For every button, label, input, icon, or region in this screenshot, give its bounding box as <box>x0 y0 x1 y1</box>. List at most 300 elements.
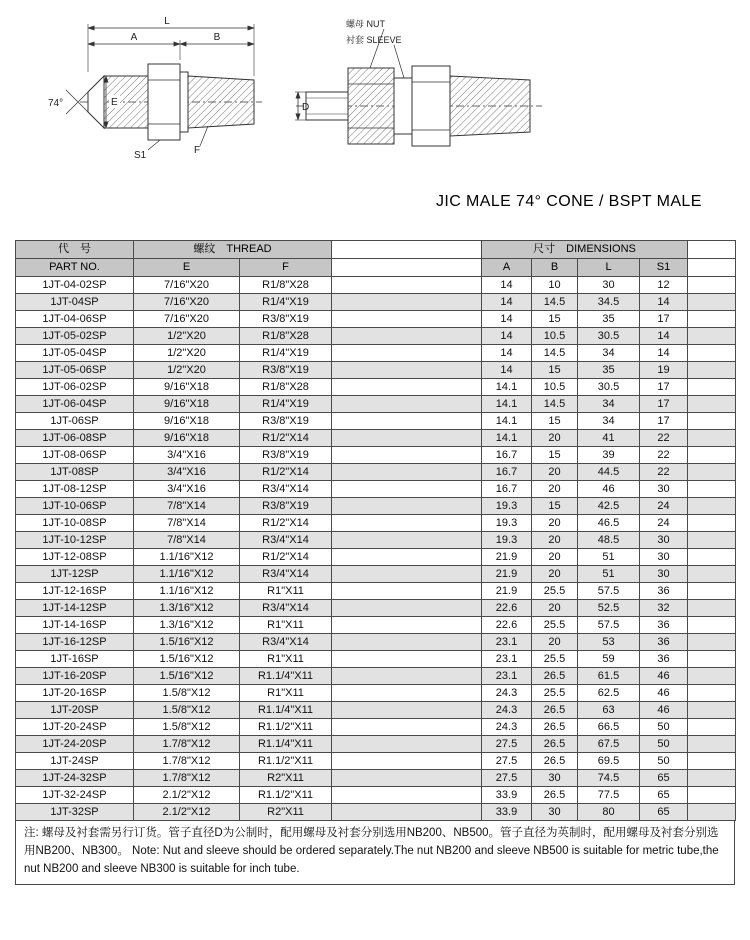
dim-s1-cell: 22 <box>640 430 688 447</box>
blank-cell <box>688 549 736 566</box>
thread-e-cell: 1.5/16"X12 <box>134 651 240 668</box>
dim-l-cell: 77.5 <box>578 787 640 804</box>
dim-b-cell: 20 <box>532 464 578 481</box>
blank-cell <box>332 549 482 566</box>
dim-b-cell: 26.5 <box>532 787 578 804</box>
dim-b-cell: 20 <box>532 600 578 617</box>
dim-s1-cell: 46 <box>640 702 688 719</box>
dim-a-cell: 14.1 <box>482 430 532 447</box>
angle-label-74: 74° <box>48 98 64 109</box>
dim-s1-cell: 65 <box>640 787 688 804</box>
part-no-cell: 1JT-06SP <box>16 413 134 430</box>
blank-cell <box>688 583 736 600</box>
fitting-body-right <box>295 29 542 146</box>
dim-l-cell: 57.5 <box>578 617 640 634</box>
dim-b-cell: 30 <box>532 770 578 787</box>
dim-a-cell: 16.7 <box>482 447 532 464</box>
dim-b-cell: 10.5 <box>532 328 578 345</box>
blank-cell <box>688 277 736 294</box>
thread-e-cell: 7/16"X20 <box>134 294 240 311</box>
footnote-en: Note: Nut and sleeve should be ordered separately.The nut NB200 and sleeve NB500 is suitable for metric tube,the nut NB200 and sleeve NB300 is suitable for inch tube. <box>24 844 719 875</box>
table-row <box>16 447 736 464</box>
part-no-cell: 1JT-12-08SP <box>16 549 134 566</box>
part-no-cell: 1JT-04-06SP <box>16 311 134 328</box>
thread-e-cell: 1/2"X20 <box>134 345 240 362</box>
thread-f-cell: R1/8"X28 <box>240 328 332 345</box>
thread-e-cell: 1.5/16"X12 <box>134 668 240 685</box>
dim-b-cell: 14.5 <box>532 345 578 362</box>
dim-b-cell: 15 <box>532 311 578 328</box>
part-no-cell: 1JT-16SP <box>16 651 134 668</box>
dim-l-cell: 57.5 <box>578 583 640 600</box>
blank-cell <box>688 617 736 634</box>
table-row <box>16 753 736 770</box>
thread-e-cell: 1.7/8"X12 <box>134 736 240 753</box>
blank-cell <box>332 498 482 515</box>
blank-cell <box>332 277 482 294</box>
table-body <box>16 277 736 821</box>
header-col-a: A <box>482 259 532 277</box>
blank-cell <box>332 719 482 736</box>
part-no-cell: 1JT-10-08SP <box>16 515 134 532</box>
dim-a-cell: 21.9 <box>482 583 532 600</box>
blank-cell <box>332 634 482 651</box>
table-row <box>16 481 736 498</box>
part-no-cell: 1JT-24-20SP <box>16 736 134 753</box>
thread-e-cell: 1.3/16"X12 <box>134 600 240 617</box>
dim-a-cell: 27.5 <box>482 753 532 770</box>
thread-f-cell: R3/4"X14 <box>240 481 332 498</box>
dim-a-cell: 14 <box>482 328 532 345</box>
table-row <box>16 804 736 821</box>
dim-l-cell: 59 <box>578 651 640 668</box>
dim-l-cell: 30.5 <box>578 328 640 345</box>
blank-cell <box>332 447 482 464</box>
dim-a-cell: 19.3 <box>482 532 532 549</box>
thread-f-cell: R3/8"X19 <box>240 447 332 464</box>
dim-b-cell: 26.5 <box>532 753 578 770</box>
dim-s1-cell: 24 <box>640 498 688 515</box>
dim-l-cell: 35 <box>578 311 640 328</box>
dim-s1-cell: 14 <box>640 345 688 362</box>
blank-cell <box>688 668 736 685</box>
table-header-row-cn <box>16 241 736 259</box>
thread-e-cell: 7/8"X14 <box>134 515 240 532</box>
table-row <box>16 685 736 702</box>
table-row <box>16 396 736 413</box>
dim-s1-cell: 36 <box>640 617 688 634</box>
part-no-cell: 1JT-14-12SP <box>16 600 134 617</box>
dim-s1-cell: 46 <box>640 685 688 702</box>
dim-b-cell: 20 <box>532 566 578 583</box>
dim-a-cell: 19.3 <box>482 498 532 515</box>
table-row <box>16 787 736 804</box>
dim-l-cell: 51 <box>578 549 640 566</box>
thread-f-cell: R1.1/4"X11 <box>240 736 332 753</box>
part-no-cell: 1JT-20-16SP <box>16 685 134 702</box>
table-row <box>16 583 736 600</box>
part-no-cell: 1JT-10-12SP <box>16 532 134 549</box>
thread-e-cell: 1.1/16"X12 <box>134 566 240 583</box>
table-row <box>16 702 736 719</box>
header-thread: 螺纹 THREAD <box>134 241 332 259</box>
dim-a-cell: 33.9 <box>482 804 532 821</box>
dim-s1-cell: 50 <box>640 719 688 736</box>
blank-cell <box>688 464 736 481</box>
dim-l-cell: 34 <box>578 413 640 430</box>
part-no-cell: 1JT-08-12SP <box>16 481 134 498</box>
table-row <box>16 277 736 294</box>
dim-l-cell: 53 <box>578 634 640 651</box>
thread-f-cell: R1"X11 <box>240 617 332 634</box>
part-no-cell: 1JT-06-04SP <box>16 396 134 413</box>
dim-l-cell: 46 <box>578 481 640 498</box>
thread-e-cell: 1.7/8"X12 <box>134 753 240 770</box>
table-row <box>16 736 736 753</box>
table-row <box>16 498 736 515</box>
blank-cell <box>688 447 736 464</box>
dim-s1-cell: 50 <box>640 736 688 753</box>
dim-b-cell: 26.5 <box>532 668 578 685</box>
table-row <box>16 549 736 566</box>
dim-s1-cell: 46 <box>640 668 688 685</box>
blank-cell <box>688 481 736 498</box>
dim-l-cell: 42.5 <box>578 498 640 515</box>
table-row <box>16 345 736 362</box>
dim-s1-cell: 36 <box>640 651 688 668</box>
dim-b-cell: 26.5 <box>532 702 578 719</box>
blank-cell <box>332 294 482 311</box>
table-row <box>16 651 736 668</box>
blank-cell <box>688 532 736 549</box>
table-row <box>16 413 736 430</box>
blank-cell <box>688 804 736 821</box>
dim-a-cell: 14 <box>482 362 532 379</box>
dim-b-cell: 20 <box>532 549 578 566</box>
thread-f-cell: R1/2"X14 <box>240 515 332 532</box>
nut-label: 螺母 NUT <box>346 19 385 29</box>
dim-a-cell: 14.1 <box>482 413 532 430</box>
blank-cell <box>332 753 482 770</box>
blank-cell <box>332 311 482 328</box>
part-no-cell: 1JT-16-12SP <box>16 634 134 651</box>
dim-label-S1: S1 <box>134 150 147 161</box>
dim-b-cell: 20 <box>532 634 578 651</box>
thread-e-cell: 3/4"X16 <box>134 447 240 464</box>
page-title: JIC MALE 74° CONE / BSPT MALE <box>436 193 702 210</box>
blank-cell <box>688 515 736 532</box>
dim-label-L: L <box>164 16 170 27</box>
blank-cell <box>688 413 736 430</box>
blank-cell <box>332 515 482 532</box>
thread-e-cell: 7/16"X20 <box>134 311 240 328</box>
thread-e-cell: 2.1/2"X12 <box>134 804 240 821</box>
thread-f-cell: R1/4"X19 <box>240 294 332 311</box>
blank-cell <box>688 294 736 311</box>
blank-cell <box>688 430 736 447</box>
table-row <box>16 532 736 549</box>
blank-cell <box>688 498 736 515</box>
dim-b-cell: 14.5 <box>532 396 578 413</box>
fitting-drawing-right <box>288 14 550 164</box>
blank-cell <box>688 736 736 753</box>
part-no-cell: 1JT-20SP <box>16 702 134 719</box>
thread-f-cell: R1/4"X19 <box>240 345 332 362</box>
dim-label-E: E <box>111 97 118 108</box>
thread-e-cell: 1.1/16"X12 <box>134 549 240 566</box>
dim-l-cell: 67.5 <box>578 736 640 753</box>
dim-l-cell: 51 <box>578 566 640 583</box>
header-blank-cell <box>688 241 736 259</box>
thread-f-cell: R3/4"X14 <box>240 634 332 651</box>
blank-cell <box>332 566 482 583</box>
table-row <box>16 311 736 328</box>
part-no-cell: 1JT-10-06SP <box>16 498 134 515</box>
thread-f-cell: R2"X11 <box>240 770 332 787</box>
fitting-body-left <box>66 24 262 150</box>
thread-f-cell: R1.1/4"X11 <box>240 668 332 685</box>
dim-l-cell: 30 <box>578 277 640 294</box>
dim-a-cell: 16.7 <box>482 464 532 481</box>
part-no-cell: 1JT-08SP <box>16 464 134 481</box>
dim-s1-cell: 12 <box>640 277 688 294</box>
dim-s1-cell: 17 <box>640 311 688 328</box>
dim-a-cell: 33.9 <box>482 787 532 804</box>
dim-s1-cell: 17 <box>640 396 688 413</box>
thread-f-cell: R3/8"X19 <box>240 311 332 328</box>
thread-e-cell: 1.7/8"X12 <box>134 770 240 787</box>
dim-b-cell: 25.5 <box>532 651 578 668</box>
dim-b-cell: 30 <box>532 804 578 821</box>
dim-l-cell: 46.5 <box>578 515 640 532</box>
header-dimensions: 尺寸 DIMENSIONS <box>482 241 688 259</box>
blank-cell <box>332 804 482 821</box>
part-no-cell: 1JT-12-16SP <box>16 583 134 600</box>
dim-b-cell: 10.5 <box>532 379 578 396</box>
blank-cell <box>688 600 736 617</box>
table-section <box>15 240 735 885</box>
thread-e-cell: 9/16"X18 <box>134 430 240 447</box>
dim-l-cell: 34.5 <box>578 294 640 311</box>
thread-f-cell: R1/2"X14 <box>240 549 332 566</box>
blank-cell <box>332 770 482 787</box>
dim-a-cell: 14.1 <box>482 379 532 396</box>
thread-f-cell: R3/8"X19 <box>240 498 332 515</box>
table-row <box>16 464 736 481</box>
table-row <box>16 515 736 532</box>
blank-cell <box>688 719 736 736</box>
spec-table <box>15 240 736 821</box>
dim-label-D: D <box>302 102 310 113</box>
blank-cell <box>688 396 736 413</box>
dim-a-cell: 23.1 <box>482 668 532 685</box>
dim-b-cell: 15 <box>532 447 578 464</box>
dim-s1-cell: 30 <box>640 566 688 583</box>
dim-a-cell: 24.3 <box>482 719 532 736</box>
dim-a-cell: 14 <box>482 311 532 328</box>
thread-f-cell: R1/8"X28 <box>240 379 332 396</box>
thread-e-cell: 3/4"X16 <box>134 481 240 498</box>
thread-e-cell: 1.5/16"X12 <box>134 634 240 651</box>
header-col-b: B <box>532 259 578 277</box>
thread-e-cell: 9/16"X18 <box>134 396 240 413</box>
thread-e-cell: 1.3/16"X12 <box>134 617 240 634</box>
table-row <box>16 328 736 345</box>
blank-cell <box>332 396 482 413</box>
part-no-cell: 1JT-06-08SP <box>16 430 134 447</box>
thread-f-cell: R1.1/2"X11 <box>240 719 332 736</box>
dim-l-cell: 62.5 <box>578 685 640 702</box>
dim-l-cell: 74.5 <box>578 770 640 787</box>
dim-a-cell: 16.7 <box>482 481 532 498</box>
dim-b-cell: 25.5 <box>532 685 578 702</box>
blank-cell <box>332 532 482 549</box>
table-row <box>16 362 736 379</box>
header-blank-cell <box>332 241 482 259</box>
dim-b-cell: 25.5 <box>532 617 578 634</box>
dim-b-cell: 26.5 <box>532 719 578 736</box>
thread-f-cell: R3/4"X14 <box>240 532 332 549</box>
blank-cell <box>332 736 482 753</box>
thread-e-cell: 2.1/2"X12 <box>134 787 240 804</box>
table-row <box>16 617 736 634</box>
dim-a-cell: 21.9 <box>482 549 532 566</box>
blank-cell <box>688 753 736 770</box>
thread-f-cell: R3/4"X14 <box>240 566 332 583</box>
dim-l-cell: 80 <box>578 804 640 821</box>
blank-cell <box>688 685 736 702</box>
part-no-cell: 1JT-24SP <box>16 753 134 770</box>
header-part-no-cn: 代 号 <box>16 241 134 259</box>
dim-s1-cell: 65 <box>640 804 688 821</box>
dim-label-F: F <box>194 145 201 156</box>
blank-cell <box>332 600 482 617</box>
blank-cell <box>332 668 482 685</box>
thread-f-cell: R1/2"X14 <box>240 464 332 481</box>
thread-e-cell: 1.5/8"X12 <box>134 702 240 719</box>
dim-l-cell: 39 <box>578 447 640 464</box>
thread-f-cell: R1/4"X19 <box>240 396 332 413</box>
thread-f-cell: R1/8"X28 <box>240 277 332 294</box>
part-no-cell: 1JT-14-16SP <box>16 617 134 634</box>
blank-cell <box>332 328 482 345</box>
dim-a-cell: 23.1 <box>482 651 532 668</box>
thread-f-cell: R1"X11 <box>240 583 332 600</box>
thread-f-cell: R1"X11 <box>240 651 332 668</box>
dim-s1-cell: 24 <box>640 515 688 532</box>
blank-cell <box>688 634 736 651</box>
dim-s1-cell: 32 <box>640 600 688 617</box>
blank-cell <box>332 651 482 668</box>
blank-cell <box>688 787 736 804</box>
thread-f-cell: R3/8"X19 <box>240 362 332 379</box>
table-row <box>16 719 736 736</box>
blank-cell <box>688 379 736 396</box>
table-row <box>16 668 736 685</box>
dim-b-cell: 15 <box>532 498 578 515</box>
dim-s1-cell: 17 <box>640 379 688 396</box>
blank-cell <box>332 702 482 719</box>
dim-s1-cell: 14 <box>640 328 688 345</box>
dim-l-cell: 48.5 <box>578 532 640 549</box>
dim-l-cell: 69.5 <box>578 753 640 770</box>
blank-cell <box>688 770 736 787</box>
part-no-cell: 1JT-20-24SP <box>16 719 134 736</box>
dim-a-cell: 14.1 <box>482 396 532 413</box>
dim-l-cell: 61.5 <box>578 668 640 685</box>
part-no-cell: 1JT-32SP <box>16 804 134 821</box>
blank-cell <box>332 345 482 362</box>
table-row <box>16 294 736 311</box>
dim-b-cell: 26.5 <box>532 736 578 753</box>
thread-e-cell: 3/4"X16 <box>134 464 240 481</box>
part-no-cell: 1JT-16-20SP <box>16 668 134 685</box>
dim-b-cell: 20 <box>532 515 578 532</box>
dim-l-cell: 63 <box>578 702 640 719</box>
blank-cell <box>332 685 482 702</box>
dim-l-cell: 44.5 <box>578 464 640 481</box>
dim-s1-cell: 17 <box>640 413 688 430</box>
dim-s1-cell: 36 <box>640 583 688 600</box>
header-col-e: E <box>134 259 240 277</box>
table-header-row-en <box>16 259 736 277</box>
thread-f-cell: R3/8"X19 <box>240 413 332 430</box>
thread-f-cell: R3/4"X14 <box>240 600 332 617</box>
blank-cell <box>332 362 482 379</box>
blank-cell <box>332 481 482 498</box>
table-row <box>16 566 736 583</box>
dim-a-cell: 14 <box>482 277 532 294</box>
dim-l-cell: 52.5 <box>578 600 640 617</box>
blank-cell <box>688 702 736 719</box>
table-row <box>16 379 736 396</box>
dim-b-cell: 14.5 <box>532 294 578 311</box>
dim-a-cell: 27.5 <box>482 770 532 787</box>
part-no-cell: 1JT-08-06SP <box>16 447 134 464</box>
header-blank-cell <box>332 259 482 277</box>
dim-s1-cell: 65 <box>640 770 688 787</box>
thread-f-cell: R1/2"X14 <box>240 430 332 447</box>
dim-s1-cell: 22 <box>640 447 688 464</box>
dim-a-cell: 14 <box>482 294 532 311</box>
dim-s1-cell: 30 <box>640 532 688 549</box>
blank-cell <box>332 583 482 600</box>
dim-s1-cell: 22 <box>640 464 688 481</box>
thread-f-cell: R1.1/2"X11 <box>240 753 332 770</box>
dim-b-cell: 15 <box>532 362 578 379</box>
blank-cell <box>688 362 736 379</box>
dim-b-cell: 20 <box>532 481 578 498</box>
header-blank-cell <box>688 259 736 277</box>
blank-cell <box>332 464 482 481</box>
dim-s1-cell: 30 <box>640 549 688 566</box>
header-col-l: L <box>578 259 640 277</box>
part-no-cell: 1JT-24-32SP <box>16 770 134 787</box>
dim-l-cell: 41 <box>578 430 640 447</box>
thread-e-cell: 1.5/8"X12 <box>134 719 240 736</box>
thread-f-cell: R2"X11 <box>240 804 332 821</box>
dim-b-cell: 15 <box>532 413 578 430</box>
blank-cell <box>332 617 482 634</box>
thread-e-cell: 9/16"X18 <box>134 413 240 430</box>
thread-e-cell: 9/16"X18 <box>134 379 240 396</box>
dim-a-cell: 14 <box>482 345 532 362</box>
thread-e-cell: 1.5/8"X12 <box>134 685 240 702</box>
dim-l-cell: 35 <box>578 362 640 379</box>
dim-a-cell: 27.5 <box>482 736 532 753</box>
dim-l-cell: 34 <box>578 396 640 413</box>
blank-cell <box>332 379 482 396</box>
